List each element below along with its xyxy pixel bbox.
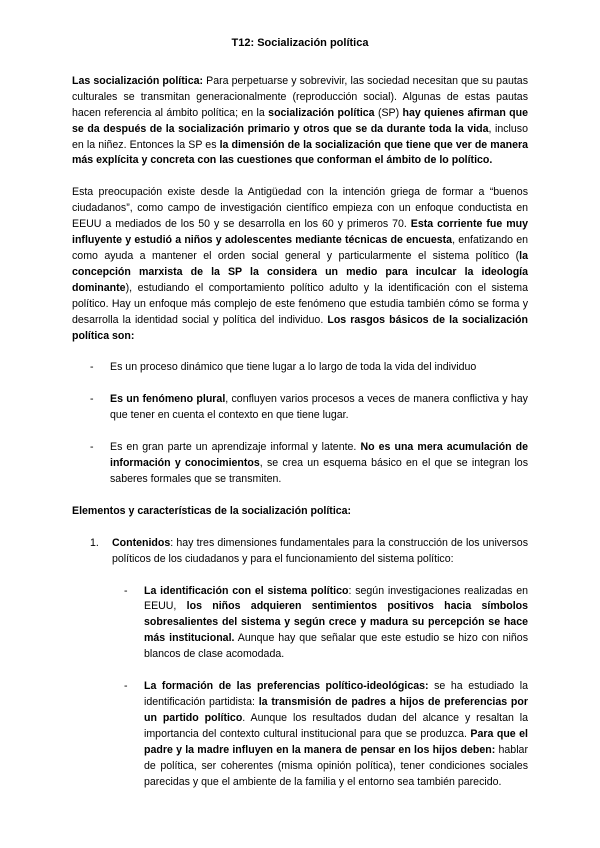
numbered-item — [90, 536, 528, 568]
intro-run: (SP) — [374, 106, 403, 119]
page-title: T12: Socialización política — [231, 37, 369, 49]
trait-run: , se crea un esquema básico en el que se integran los saberes formales que se transmiten. — [110, 457, 528, 485]
sub-run: : según investigaciones realizadas en EEUU, — [144, 584, 528, 613]
history-run: Esta preocupación existe desde la Antigüedad con la intención griega de formar a “buenos ciudadanos”, como campo de investigación científico empieza con un enfoque conductista en EEUU a mediados de los 50 y se desarrolla en los 60 y primeros 70. — [72, 186, 528, 231]
intro-run: , incluso en la niñez. Entonces la SP es — [72, 122, 528, 151]
history-run: Los rasgos básicos de la socialización política son: — [72, 313, 528, 342]
sub-run: La identificación con el sistema político — [144, 584, 349, 597]
sub-run: Para que el padre y la madre influyen en la manera de pensar en los hijos deben: — [144, 727, 528, 756]
history-run: Esta corriente fue muy influyente y estudió a niños y adolescentes mediante técnicas de encuesta — [72, 218, 528, 247]
trait-run: Es un fenómeno plural — [110, 393, 226, 406]
bullet-dash: - — [90, 441, 94, 454]
bullet-dash: - — [124, 584, 128, 597]
sub-run: la transmisión de padres a hijos de preferencias por un partido político — [144, 696, 528, 724]
list-item — [124, 679, 528, 790]
list-item — [90, 392, 528, 424]
sub-run: . Aunque los resultados dudan del alcance y resaltan la importancia del contexto cultural institucional para que se produzca. — [144, 711, 528, 740]
history-run: ), estudiando el comportamiento político adulto y la identificación con el sistema político. Hay un enfoque más complejo de este fenómeno que estudia también cómo se forma y desarrolla la identidad social y política del individuo. — [72, 281, 528, 326]
list-item — [124, 584, 528, 664]
trait-run: No es una mera acumulación de información y conocimientos — [110, 441, 528, 470]
traits-list — [72, 360, 528, 487]
sub-run: hablar de política, ser coherentes (misma opinión política), tener condiciones sociales parecidas y que el ambiente de la familia y el entorno sea también parecido. — [144, 743, 528, 788]
intro-run: hay quienes afirman que se da después de la socialización primario y otros que se da durante toda la vida — [72, 106, 529, 135]
intro-run: Las socialización política: — [72, 74, 204, 87]
history-run: la concepción marxista de la SP la considera un medio para inculcar la ideología dominante — [72, 249, 528, 294]
numbered-run: : hay tres dimensiones fundamentales para la construcción de los universos políticos de los ciudadanos y para el funcionamiento del sistema político: — [112, 536, 528, 565]
bullet-dash: - — [90, 393, 94, 406]
history-paragraph — [72, 185, 528, 344]
bullet-dash: - — [90, 361, 94, 374]
list-item — [90, 440, 528, 488]
trait-run: , confluyen varios procesos a veces de manera conflictiva y hay que tener en cuenta el contexto en que tiene lugar. — [110, 393, 528, 422]
document-page — [72, 36, 528, 806]
history-run: , enfatizando en como ayuda a mantener el orden social general y particularmente el sistema político ( — [72, 234, 528, 262]
section-heading: Elementos y características de la socialización política: — [72, 504, 352, 517]
sub-run: Aunque hay que señalar que este estudio se hizo con niños blancos de clase acomodada. — [144, 632, 528, 661]
sub-list — [72, 584, 528, 791]
intro-run: la dimensión de la socialización que tiene que ver de manera más explícita y concreta con las cuestiones que conforman el ámbito de lo político. — [72, 138, 528, 167]
sub-run: se ha estudiado la identificación partidista: — [144, 680, 529, 708]
intro-paragraph — [72, 74, 528, 169]
trait-run: Es en gran parte un aprendizaje informal y latente. — [110, 441, 361, 454]
sub-run: La formación de las preferencias político-ideológicas: — [144, 680, 429, 693]
item-number: 1. — [90, 536, 99, 549]
bullet-dash: - — [124, 680, 128, 693]
trait-run: Es un proceso dinámico que tiene lugar a lo largo de toda la vida del individuo — [110, 361, 477, 374]
intro-run: socialización política — [268, 106, 375, 119]
intro-run: Para perpetuarse y sobrevivir, las sociedad necesitan que su pautas culturales se transmitan generacionalmente (reproducción social). Algunas de estas pautas hacen referencia al ámbito política; en la — [72, 74, 528, 119]
sub-run: los niños adquieren sentimientos positivos hacia símbolos sobresalientes del sistema y según crece y madura su percepción se hace más institucional. — [144, 600, 528, 645]
numbered-run: Contenidos — [112, 536, 171, 549]
list-item — [90, 360, 528, 376]
